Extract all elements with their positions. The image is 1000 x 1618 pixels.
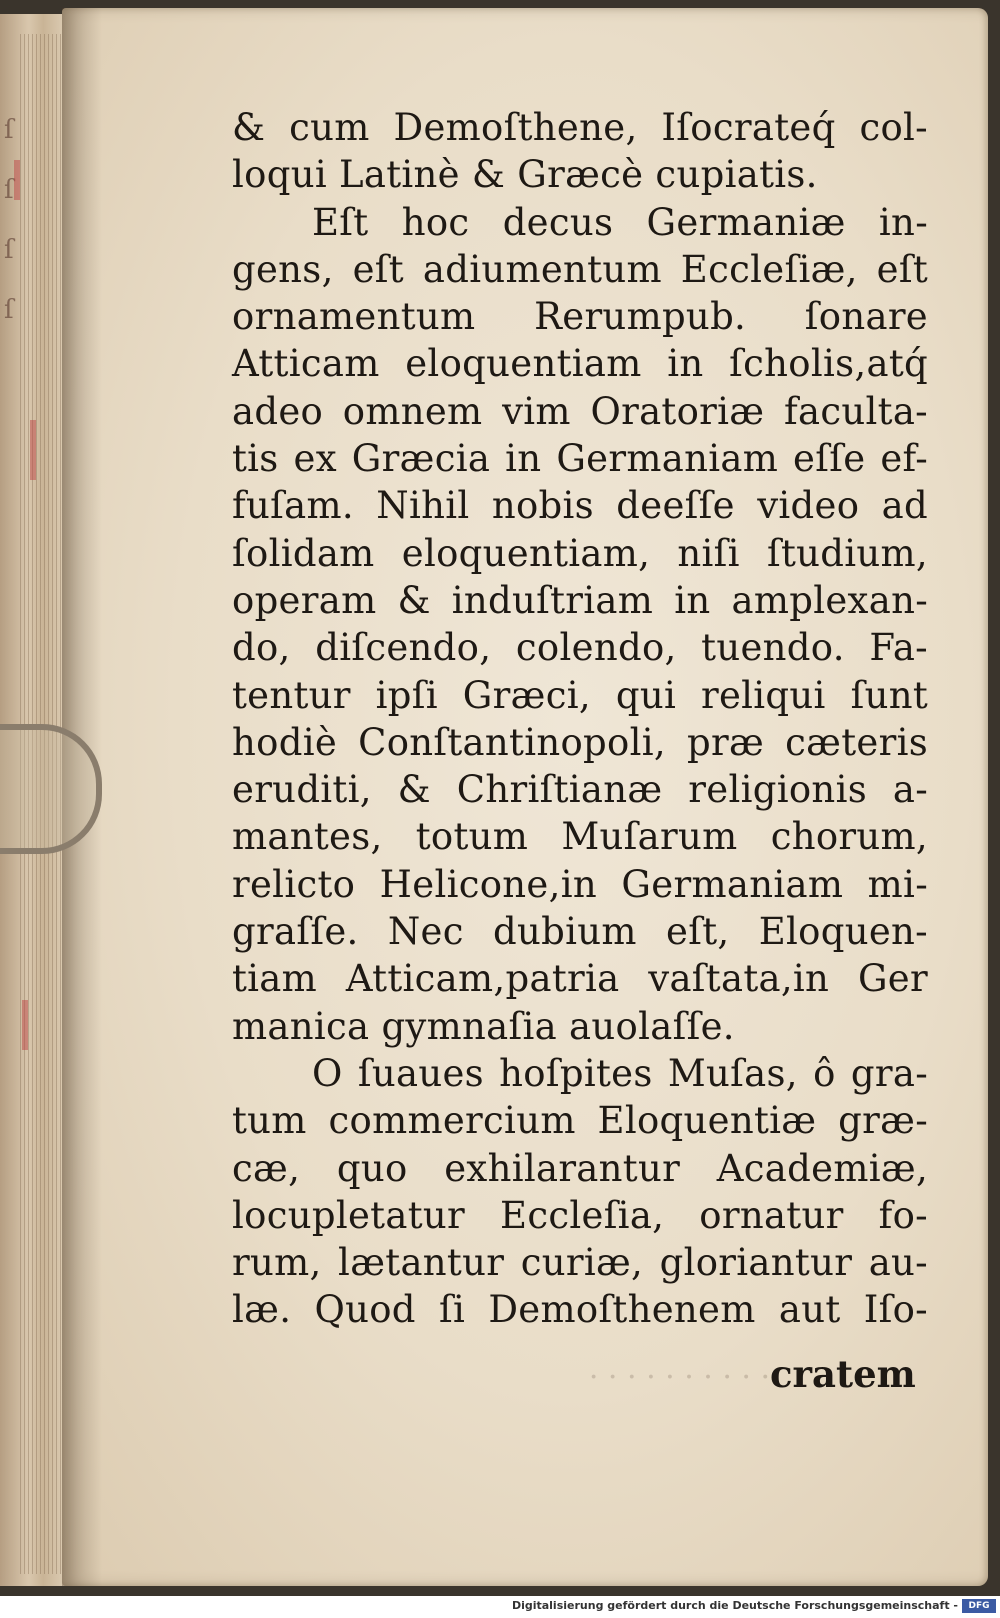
- dfg-logo: DFG: [962, 1599, 996, 1613]
- text-line: rum, lætantur curiæ, gloriantur au-: [232, 1241, 928, 1285]
- dfg-credit-text: Digitalisierung gefördert durch die Deutsche Forschungsgemeinschaft -: [511, 1599, 958, 1612]
- text-line: O ſuaues hoſpites Muſas, ô gra-: [312, 1051, 928, 1095]
- text-line: Atticam eloquentiam in ſcholis,atq́: [232, 342, 928, 386]
- text-line: manica gymnaſia auolaſſe.: [232, 1004, 735, 1048]
- text-line: loqui Latinè & Græcè cupiatis.: [232, 153, 818, 197]
- text-line: læ. Quod ſi Demoſthenem aut Iſo-: [232, 1288, 928, 1332]
- text-line: tum commercium Eloquentiæ græ-: [232, 1099, 928, 1143]
- fragment-mark: ſ: [4, 115, 14, 145]
- text-line: adeo omnem vim Oratoriæ faculta-: [232, 389, 928, 433]
- text-line: locupletatur Eccleſia, ornatur fo-: [232, 1193, 928, 1237]
- page-text: [232, 104, 928, 1334]
- text-line: tentur ipſi Græci, qui reliqui ſunt: [232, 673, 928, 717]
- text-line: ſolidam eloquentiam, niſi ſtudium,: [232, 531, 928, 575]
- text-line: & cum Demoſthene, Iſocrateq́ col-: [232, 106, 928, 149]
- red-edge-mark: [14, 160, 20, 200]
- red-edge-mark: [22, 1000, 28, 1050]
- text-line: gens, eſt adiumentum Eccleſiæ, eſt: [232, 247, 928, 291]
- text-line: do, diſcendo, colendo, tuendo. Fa-: [232, 626, 928, 670]
- text-line: relicto Helicone,in Germaniam mi-: [232, 862, 928, 906]
- catchword: cratem: [770, 1352, 916, 1396]
- fragment-mark: ſ: [4, 175, 14, 205]
- text-line: mantes, totum Muſarum chorum,: [232, 815, 928, 859]
- text-line: fuſam. Nihil nobis deeſſe video ad: [232, 484, 928, 528]
- bleed-through-text: · · · · · · · · · ·: [588, 1360, 770, 1395]
- text-line: tiam Atticam,patria vaſtata,in Ger: [232, 957, 928, 1001]
- text-line: Eſt hoc decus Germaniæ in-: [312, 200, 928, 244]
- text-line: tis ex Græcia in Germaniam eſſe ef-: [232, 437, 928, 481]
- text-line: graſſe. Nec dubium eſt, Eloquen-: [232, 910, 928, 954]
- text-line: operam & induſtriam in amplexan-: [232, 578, 928, 622]
- text-line: hodiè Conſtantinopoli, præ cæteris: [232, 720, 928, 764]
- text-line: ornamentum Rerumpub. ſonare: [232, 295, 928, 339]
- footer-bar: [0, 1596, 1000, 1618]
- text-line: cæ, quo exhilarantur Academiæ,: [232, 1146, 928, 1190]
- red-edge-mark: [30, 420, 36, 480]
- fragment-mark: ſ: [4, 295, 14, 325]
- fragment-mark: ſ: [4, 235, 14, 265]
- facing-page-fragments: [4, 100, 44, 530]
- text-line: eruditi, & Chriſtianæ religionis a-: [232, 768, 928, 812]
